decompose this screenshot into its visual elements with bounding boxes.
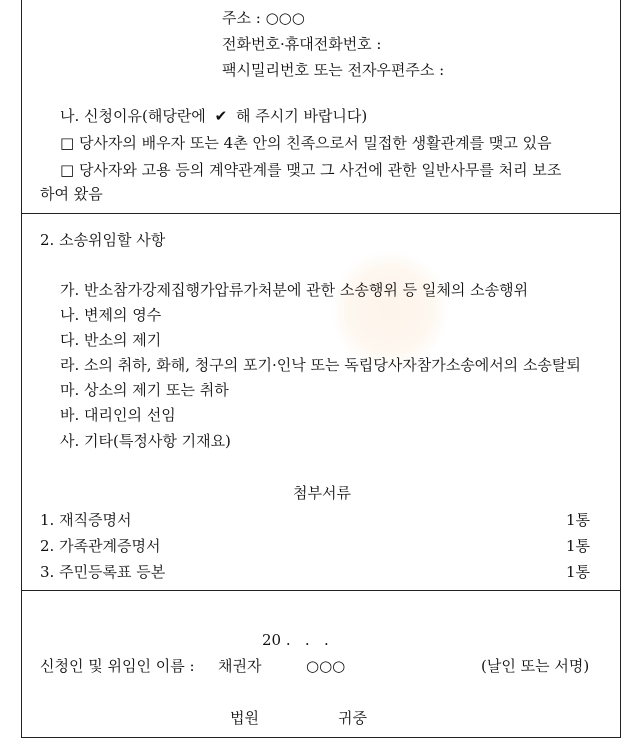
delegation-item: 나. 변제의 영수 [60,306,162,324]
reason-option-family: □ 당사자의 배우자 또는 4촌 안의 친족으로서 밀접한 생활관계를 맺고 있음 [60,134,552,152]
attachment-name: 3. 주민등록표 등본 [40,563,166,581]
delegation-title: 2. 소송위임할 사항 [40,231,166,249]
phone-line: 전화번호·휴대전화번호 : [222,35,382,53]
seal-note: (날인 또는 서명) [481,657,590,675]
court-label: 법원 [230,709,259,727]
reason-heading [60,106,367,126]
attachment-count: 1통 [566,511,591,529]
attachment-count: 1통 [566,537,591,555]
section-divider [21,590,621,591]
check-mark-icon: ✔ [214,107,228,125]
date-line: 20 . . . [262,631,329,649]
delegation-item: 사. 기타(특정사항 기재요) [60,432,231,450]
signer-name: ○○○ [306,657,346,675]
signer-role: 채권자 [218,657,262,675]
reason-option-employment: □ 당사자와 고용 등의 계약관계를 맺고 그 사건에 관한 일반사무를 처리 보조 [60,161,562,179]
section-divider [21,213,621,214]
reason-heading-suffix: 해 주시기 바랍니다) [235,107,368,125]
addressee-label: 귀중 [338,709,367,727]
attachment-name: 1. 재직증명서 [40,511,132,529]
delegation-item: 다. 반소의 제기 [60,331,162,349]
signer-label: 신청인 및 위임인 이름 : [40,657,195,675]
attachment-count: 1통 [566,563,591,581]
attachment-name: 2. 가족관계증명서 [40,537,161,555]
reason-option-employment-cont: 하여 왔음 [40,185,103,203]
attachments-title: 첨부서류 [293,484,351,502]
watermark-stamp [330,250,450,370]
fax-email-line: 팩시밀리번호 또는 전자우편주소 : [222,61,445,79]
reason-heading-prefix: 나. 신청이유(해당란에 [60,107,206,125]
address-line: 주소 : ○○○ [222,9,305,27]
delegation-item: 바. 대리인의 선임 [60,406,176,424]
delegation-item: 라. 소의 취하, 화해, 청구의 포기·인낙 또는 독립당사자참가소송에서의 소송탈퇴 [60,356,581,374]
delegation-item: 마. 상소의 제기 또는 취하 [60,381,229,399]
delegation-item: 가. 반소참가강제집행가압류가처분에 관한 소송행위 등 일체의 소송행위 [60,281,529,299]
